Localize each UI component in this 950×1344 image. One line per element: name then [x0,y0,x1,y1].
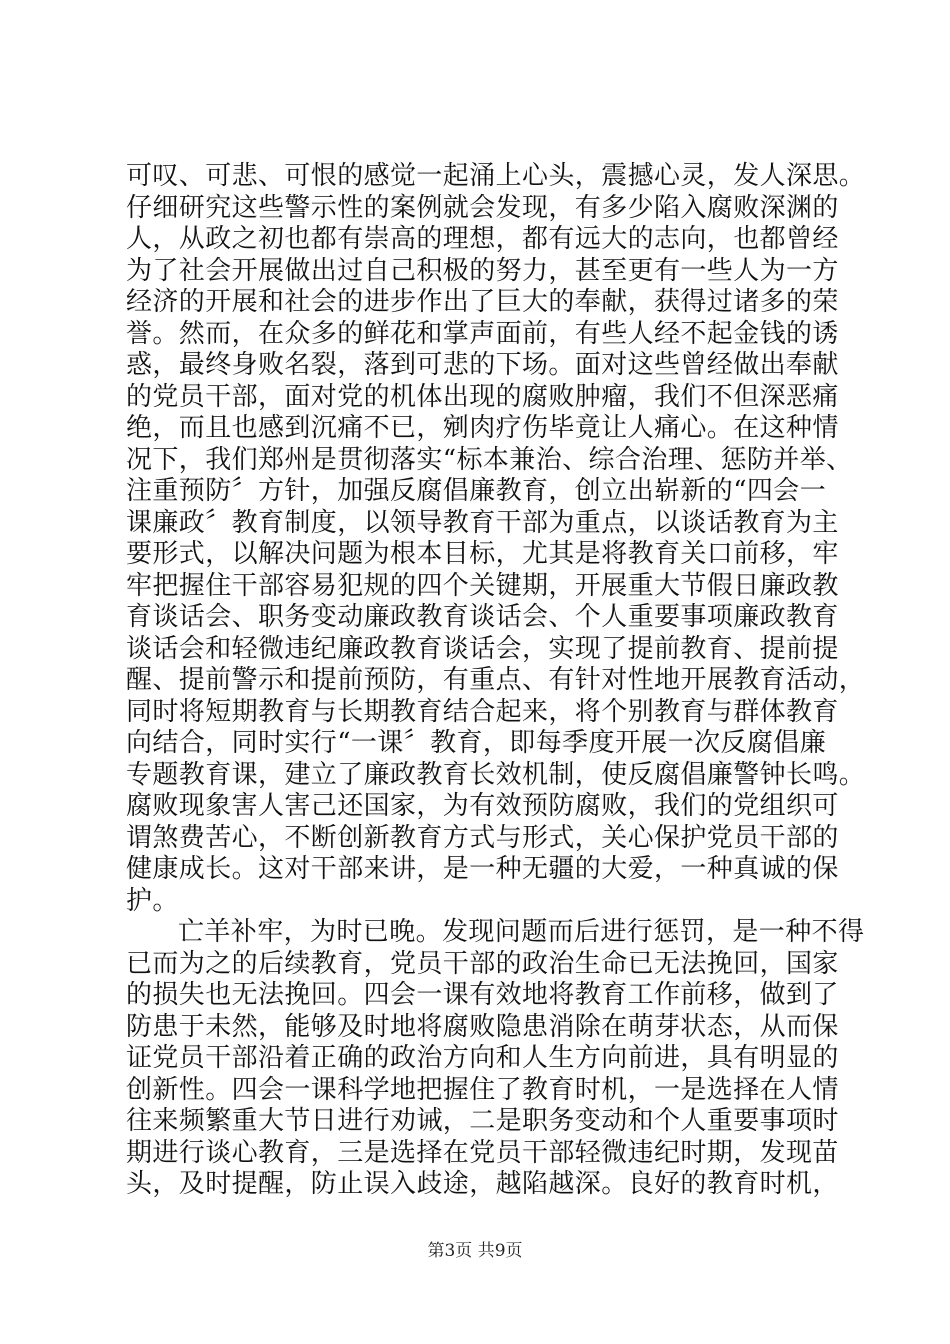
paragraph-1-line: 人，从政之初也都有崇高的理想，都有远大的志向，也都曾经 [126,224,839,254]
paragraph-1-line: 育谈话会、职务变动廉政教育谈话会、个人重要事项廉政教育 [126,602,839,632]
paragraph-1-line: 向结合，同时实行“一课〞教育，即每季度开展一次反腐倡廉 [126,728,827,758]
paragraph-1-line: 腐败现象害人害己还国家，为有效预防腐败，我们的党组织可 [126,791,839,821]
paragraph-1-line: 专题教育课，建立了廉政教育长效机制，使反腐倡廉警钟长鸣。 [126,760,866,790]
paragraph-1-line: 绝，而且也感到沉痛不已，剜肉疗伤毕竟让人痛心。在这种情 [126,413,839,443]
paragraph-1-line: 健康成长。这对干部来讲，是一种无疆的大爱，一种真诚的保 [126,854,839,884]
page-number-footer: 第3页 共9页 [427,1241,523,1261]
paragraph-1-line: 醒、提前警示和提前预防，有重点、有针对性地开展教育活动， [126,665,866,695]
paragraph-1-line: 惑，最终身败名裂，落到可悲的下场。面对这些曾经做出奉献 [126,350,839,380]
paragraph-1-line: 课廉政〞教育制度，以领导教育干部为重点，以谈话教育为主 [126,508,839,538]
paragraph-1-line: 经济的开展和社会的进步作出了巨大的奉献，获得过诸多的荣 [126,287,839,317]
paragraph-1-line: 仔细研究这些警示性的案例就会发现，有多少陷入腐败深渊的 [126,193,839,223]
paragraph-1-line: 要形式，以解决问题为根本目标，尤其是将教育关口前移，牢 [126,539,839,569]
paragraph-1-line: 注重预防〞方针，加强反腐倡廉教育，创立出崭新的“四会一 [126,476,827,506]
paragraph-2-line: 创新性。四会一课科学地把握住了教育时机，一是选择在人情 [126,1075,839,1105]
paragraph-1-line: 谈话会和轻微违纪廉政教育谈话会，实现了提前教育、提前提 [126,634,839,664]
paragraph-1-line: 况下，我们郑州是贯彻落实“标本兼治、综合治理、惩防并举、 [126,445,853,475]
paragraph-1-line: 护。 [126,886,179,916]
paragraph-1-line: 为了社会开展做出过自己积极的努力，甚至更有一些人为一方 [126,256,839,286]
paragraph-2-line: 期进行谈心教育，三是选择在党员干部轻微违纪时期，发现苗 [126,1138,839,1168]
paragraph-2-line: 亡羊补牢，为时已晚。发现问题而后进行惩罚，是一种不得 [178,917,865,947]
paragraph-2-line: 防患于未然，能够及时地将腐败隐患消除在萌芽状态，从而保 [126,1012,839,1042]
paragraph-2-line: 证党员干部沿着正确的政治方向和人生方向前进，具有明显的 [126,1043,839,1073]
paragraph-1-line: 可叹、可悲、可恨的感觉一起涌上心头，震撼心灵，发人深思。 [126,161,866,191]
paragraph-2-line: 往来频繁重大节日进行劝诫，二是职务变动和个人重要事项时 [126,1106,839,1136]
paragraph-2-line: 的损失也无法挽回。四会一课有效地将教育工作前移，做到了 [126,980,839,1010]
paragraph-2-line: 已而为之的后续教育，党员干部的政治生命已无法挽回，国家 [126,949,839,979]
paragraph-1-line: 谓煞费苦心，不断创新教育方式与形式，关心保护党员干部的 [126,823,839,853]
paragraph-2-line: 头，及时提醒，防止误入歧途，越陷越深。良好的教育时机， [126,1169,839,1199]
paragraph-1-line: 誉。然而，在众多的鲜花和掌声面前，有些人经不起金钱的诱 [126,319,839,349]
paragraph-1-line: 牢把握住干部容易犯规的四个关键期，开展重大节假日廉政教 [126,571,839,601]
paragraph-1-line: 同时将短期教育与长期教育结合起来，将个别教育与群体教育 [126,697,839,727]
paragraph-1-line: 的党员干部，面对党的机体出现的腐败肿瘤，我们不但深恶痛 [126,382,839,412]
